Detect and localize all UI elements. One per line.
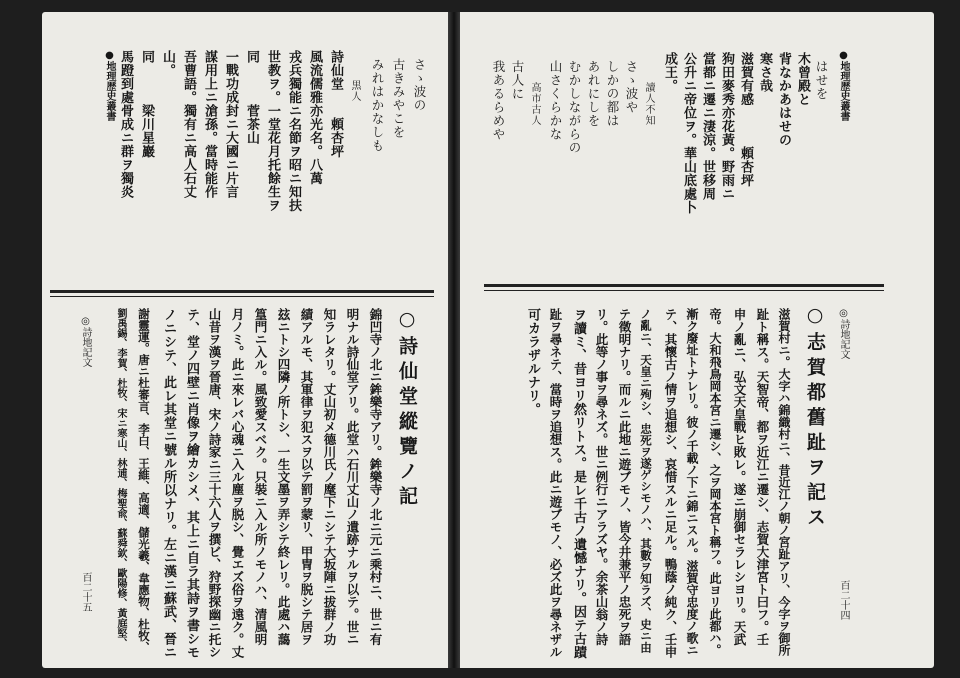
body-column: ノ亂ニ、天皇ニ殉シ、忠死ヲ遂ゲシモノハ、其數ヲ知ラズ、史ニ由 — [639, 308, 653, 653]
upper-column: 一戰功成封ニ大國ニ片言 — [223, 50, 238, 199]
right-page-number: 百二十四 — [838, 580, 849, 620]
upper-column: 狗田麥秀亦花黃。野雨ニ — [719, 52, 734, 201]
left-section-title: ○詩仙堂縱覽ノ記 — [396, 308, 418, 511]
right-divider-thin — [484, 290, 884, 291]
left-divider — [50, 290, 434, 293]
body-column: 績アルモ、其軍律ヲ犯スヲ以テ罰ヲ蒙リ、甲冑ヲ脱シテ居ヲ — [299, 308, 314, 646]
left-page-label: ◎詩地記文 — [80, 316, 91, 367]
body-column: テ、其懷古ノ情ヲ追想シ、哀惜スルニ足ル。鴨蔭ノ純ク、壬申 — [663, 308, 678, 658]
body-column: テ、堂ノ四壁ニ肖像ヲ繪カシメ、其上ニ自ラ其詩ヲ書シモ — [184, 308, 199, 659]
body-column: 謝靈運。唐ニ杜審言、李白、王維、高適、儲光羲、韋應物、杜牧、 — [137, 308, 151, 653]
upper-column: さゝ波や — [624, 60, 639, 114]
left-page — [42, 12, 448, 668]
body-column: 明ナル詩仙堂アリ。此堂ハ石川丈山ノ遺跡ナルヲ以テ。世ニ — [345, 308, 360, 646]
upper-column: 成王。 — [662, 52, 677, 93]
upper-column: 黒人 — [349, 80, 360, 102]
upper-column: 讀人不知 — [643, 82, 654, 126]
body-column: 漸ク廢址トナレリ。彼ノ千載ノ下ニ錦ニスル。滋賀守忠度ノ歌ニ — [685, 308, 699, 656]
body-column: 可カラザルナリ。 — [525, 308, 540, 416]
upper-column: 滋賀有感 頼杏坪 — [738, 52, 753, 187]
upper-column: 風流儒雅亦光名。八萬 — [307, 50, 322, 185]
left-series-header: ●地理歴史叢書 — [104, 50, 115, 121]
body-column: 錦凹寺ノ北ニ鉾樂寺アリ。鉾樂寺ノ北ニ元ニ乘村ニ、世ニ有 — [368, 308, 383, 646]
right-series-header: ●地理歴史叢書 — [838, 50, 849, 121]
upper-column: みれはかなしも — [370, 58, 385, 153]
left-page-number: 百二十五 — [80, 572, 91, 612]
upper-column: 吾曹語。獨有ニ高人石丈 — [181, 50, 196, 199]
right-page — [460, 12, 934, 668]
upper-column: 山。 — [160, 50, 175, 77]
upper-column: 古きみやこを — [391, 58, 406, 139]
upper-column: 山さくらかな — [548, 60, 563, 141]
body-column: 山昔ヲ漢ヲ晉唐、宋ノ詩家ニ三十六人ヲ撰ビ、狩野探幽ニ托シ — [207, 308, 222, 658]
left-divider-thin — [50, 296, 434, 297]
body-column: 玆ニトシ四隣ノ所トシ、一生文墨ヲ弄シテ終レリ。此處ハ藹 — [276, 308, 291, 646]
upper-column: 寒さ哉 — [757, 52, 772, 93]
right-divider — [484, 284, 884, 287]
body-column: 劉禹錫、李賀、杜牧、宋ニ寒山、林逋、梅聖兪、蘇舜欽、歐陽修、黃庭堅、 — [115, 308, 126, 648]
right-page-label: ◎詩地記文 — [838, 308, 849, 359]
upper-column: 詩仙堂 頼杏坪 — [328, 50, 343, 158]
body-column: 知ラレタリ。丈山初メ德川氏ノ麾下ニシテ大坂陣ニ拔群ノ功 — [322, 308, 337, 646]
upper-column: 同 梁川星巖 — [139, 50, 154, 158]
upper-column: 戎兵獨能ニ名節ヲ昭ニ知扶 — [286, 50, 301, 212]
body-column: 申ノ亂ニ、弘文天皇戰ヒ敗レ。遂ニ崩御セラレシヨリ。天武 — [732, 308, 747, 646]
body-column: ノニシテ、此レ其堂ニ號ル所以ナリ。左ニ漢ニ蘇武、晉ニ — [161, 308, 176, 659]
upper-column: 當都ニ遷ニ淒涼。世移周 — [700, 52, 715, 201]
body-column: 帝。大和飛鳥岡本宮ニ遷シ、之ヲ岡本宮ト稱フ。此ヨリ此都ハ。 — [708, 308, 722, 656]
right-section-title: ○志賀都舊趾ヲ記ス — [804, 304, 826, 532]
upper-column: はせを — [814, 60, 829, 101]
upper-column: さゝ波の — [412, 58, 427, 112]
body-column: 月ノミ。此ニ來レバ心魂ニ入ル塵ヲ脱シ、覺エズ俗ヲ遠ク。丈 — [230, 308, 245, 658]
body-column: テ徵明ナリ。而ルニ此地ニ遊ブモノ、皆今井兼平ノ忠死ヲ語 — [617, 308, 632, 646]
upper-column: 世教ヲ。一堂花月托餘生ヲ — [265, 50, 280, 212]
body-column: 趾ト稱ス。天智帝、都ヲ近江ニ遷シ、志賀大津宮ト曰フ。壬 — [755, 308, 770, 646]
upper-column: 木曾殿と — [795, 52, 810, 106]
body-column: 滋賀村ニ。大字ハ錦織村ニ、昔近江ノ朝ノ宮趾アリ、今字ヲ御所 — [777, 308, 791, 656]
body-column: ヲ讀ミ、昔ヨリ然リトス。是レ千古ノ遺憾ナリ。因テ古蹟 — [571, 308, 586, 659]
book-gutter — [448, 12, 460, 668]
upper-column: 同 菅茶山 — [244, 50, 259, 145]
upper-column: 馬蹬到處骨成ニ群ヲ獨炎 — [118, 50, 133, 199]
upper-column: 高市古人 — [529, 82, 540, 126]
upper-column: 公升ニ帝位ヲ。華山底處卜 — [681, 52, 696, 214]
body-column: リ。此等ノ事ヲ尋ネズ。世ニ例行ニアラズヤ。余茶山翁ノ詩 — [594, 308, 609, 646]
upper-column: 謀用上ニ滄孫。當時能作 — [202, 50, 217, 199]
upper-column: 背なかあはせの — [776, 52, 791, 147]
upper-column: あれにしを — [586, 60, 601, 128]
upper-column: むかしながらの — [567, 60, 582, 155]
upper-column: しかの都は — [605, 60, 620, 128]
body-column: 篁門ニ入ル。風致愛スベク。只裝ニ入ル所ノモノハ、清風明 — [253, 308, 268, 646]
upper-column: 古人に — [510, 60, 525, 101]
body-column: 趾ヲ尋ネテ、當時ヲ追想ス。此ニ遊ブモノ、必ズ此ヲ尋ネザル — [548, 308, 563, 658]
upper-column: 我あるらめや — [491, 60, 506, 141]
